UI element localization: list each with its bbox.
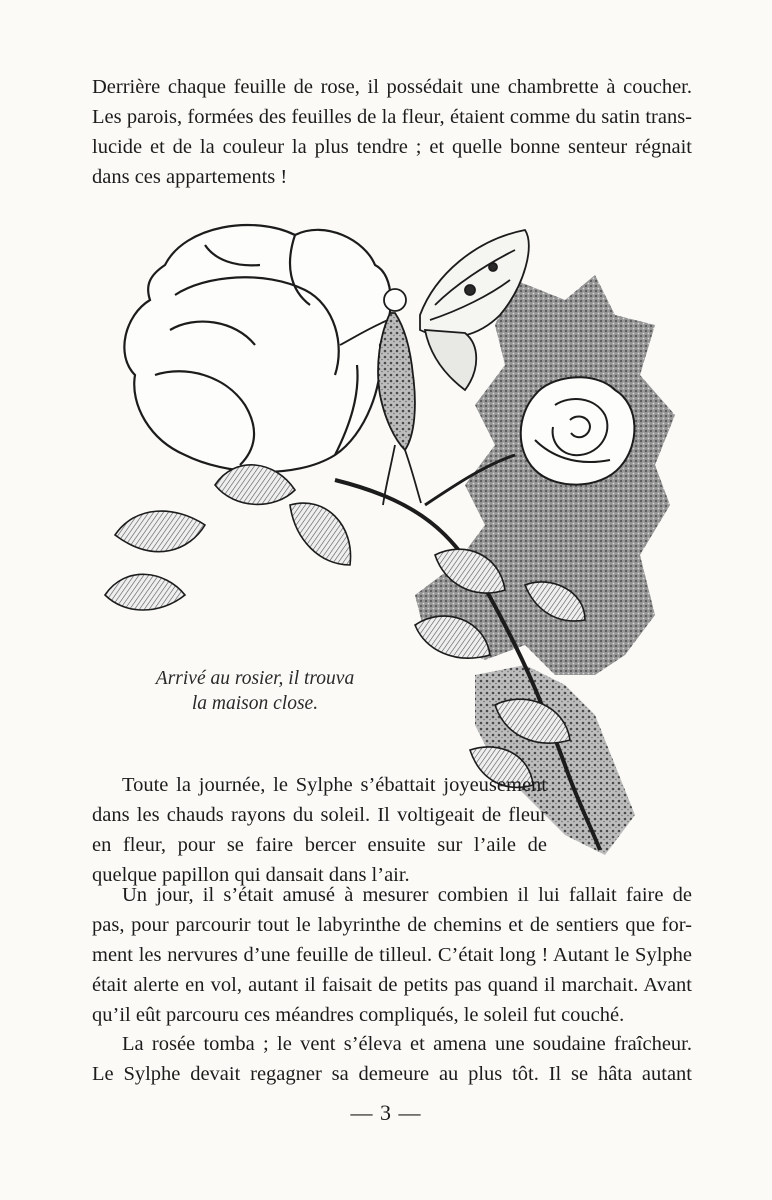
text-line: ment les nervures d’une feuille de tilleul. C’était long ! Autant le Sylphe [92,944,692,966]
caption-line: la maison close. [191,693,319,714]
paragraph-4 [92,1029,692,1089]
paragraph-3 [92,880,692,1030]
text-line: Le Sylphe devait regagner sa demeure au plus tôt. Il se hâta autant [92,1063,692,1085]
paragraph-1 [92,72,692,192]
illustration-caption [120,666,390,716]
large-rose [124,225,390,472]
text-line: en fleur, pour se faire bercer ensuite sur l’aile de [92,834,547,856]
small-rose [521,377,635,484]
text-line: Un jour, il s’était amusé à mesurer combien il lui fallait faire de [122,884,692,906]
text-line: qu’il eût parcouru ces méandres compliqués, le soleil fut couché. [92,1004,625,1026]
caption-line: Arrivé au rosier, il trouva [155,668,355,689]
paragraph-2 [92,770,547,890]
text-line: dans ces appartements ! [92,166,288,188]
text-line: pas, pour parcourir tout le labyrinthe de chemins et de sentiers que for- [92,914,692,936]
text-line: était alerte en vol, autant il faisait de petits pas quand il marchait. Avant [92,974,692,996]
page-number: — 3 — [350,1100,422,1125]
text-line: quelque papillon qui dansait dans l’air. [92,864,410,886]
text-line: dans les chauds rayons du soleil. Il voltigeait de fleur [92,804,547,826]
text-line: lucide et de la couleur la plus tendre ; et quelle bonne senteur régnait [92,136,692,158]
text-line: Derrière chaque feuille de rose, il possédait une chambrette à coucher. [92,76,692,98]
text-line: Toute la journée, le Sylphe s’ébattait joyeusement [122,774,547,796]
text-line: Les parois, formées des feuilles de la fleur, étaient comme du satin trans- [92,106,692,128]
text-line: La rosée tomba ; le vent s’éleva et amena une soudaine fraîcheur. [122,1033,692,1055]
